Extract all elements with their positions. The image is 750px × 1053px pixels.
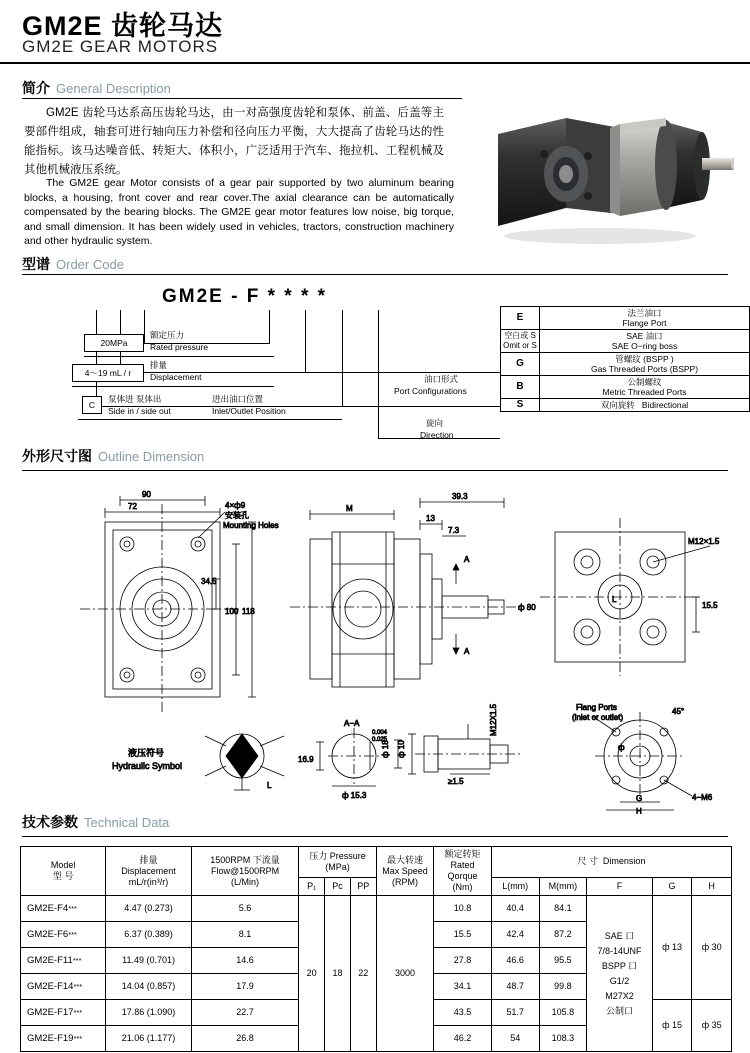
dim-16-9: 16.9 [298, 755, 314, 764]
port-code: G [501, 353, 540, 376]
dim-118: 118 [242, 607, 255, 616]
cell-L: 46.6 [491, 948, 539, 974]
cell-torque: 27.8 [434, 948, 492, 974]
table-row [501, 330, 750, 353]
port-desc-en: SAE O−ring boss [611, 341, 678, 351]
section-heading-outline [22, 446, 204, 466]
th-displacement-unit: mL/r(in³/r) [128, 876, 169, 887]
F-line-2: 7/8-14UNF [597, 945, 642, 956]
cell-flow: 14.6 [191, 948, 298, 974]
page-title-en: GM2E GEAR MOTORS [22, 37, 219, 56]
leader-line [305, 310, 306, 372]
order-underline [78, 419, 342, 420]
model-suffix: *** [72, 956, 82, 965]
cell-L: 42.4 [491, 922, 539, 948]
th-pp: PP [350, 877, 376, 895]
description-cn-body: GM2E 齿轮马达系高压齿轮马达，由一对高强度齿轮和泵体、前盖、后盖等主要部件组成，轴套可进行轴向压力补偿和径向压力平衡，大大提高了齿轮马达的性能指标。该马达噪音低、转矩大、体积小，广泛适用于汽车、拖拉机、工程机械及其他机械液压系统。 [24, 107, 444, 176]
description-text-cn [24, 104, 444, 180]
hydraulic-symbol-cn: 液压符号 [128, 748, 165, 758]
order-label-port-config-cn: 油口形式 [424, 374, 459, 384]
F-line-5: M27X2 [605, 990, 634, 1001]
cell-model [21, 1026, 106, 1052]
model-name: GM2E-F11 [27, 955, 73, 966]
port-desc [540, 307, 750, 330]
dim-34-5: 34.5 [201, 577, 217, 586]
port-desc [540, 330, 750, 353]
dim-min-1-5: ≥1.5 [448, 777, 464, 786]
dim-4xf9: 4×ф9 [225, 501, 246, 510]
direction-code: S [501, 399, 540, 412]
table-row [501, 399, 750, 412]
order-label-inletoutlet-en: Inlet/Outlet Position [212, 406, 286, 416]
model-suffix: *** [73, 1008, 83, 1017]
cell-M: 95.5 [539, 948, 587, 974]
direction-desc [540, 399, 750, 412]
th-flow-cn: 1500RPM 下流量 [210, 854, 280, 865]
dim-72: 72 [128, 502, 137, 511]
section-heading-description [22, 78, 171, 98]
hydraulic-symbol-en: Hydraulic Symbol [112, 761, 183, 771]
dim-45deg: 45° [672, 707, 685, 716]
dim-13: 13 [426, 514, 435, 523]
section-heading-technical [22, 812, 169, 832]
th-flow-unit: (L/Min) [231, 876, 260, 887]
hydraulic-symbol-L: L [267, 781, 272, 790]
cell-model [21, 974, 106, 1000]
table-header-row [21, 847, 732, 878]
th-dim-L: L(mm) [491, 877, 539, 895]
leader-line [378, 310, 379, 438]
dim-90: 90 [142, 490, 151, 499]
cell-F [587, 896, 652, 1052]
leader-line [120, 372, 306, 373]
dim-tol-lower: 0.025 [372, 737, 388, 743]
cell-G-bottom: ф 15 [652, 1000, 692, 1052]
th-model-cn: 型 号 [52, 871, 74, 881]
description-text-en [24, 176, 454, 249]
cell-M: 108.3 [539, 1026, 587, 1052]
th-dimension-en: Dimension [602, 856, 646, 867]
dim-tol-upper: 0.004 [372, 730, 388, 736]
cell-flow: 8.1 [191, 922, 298, 948]
cell-model [21, 1000, 106, 1026]
cell-torque: 15.5 [434, 922, 492, 948]
order-label-inletoutlet-cn: 进出油口位置 [212, 394, 264, 404]
order-label-displacement-en: Displacement [150, 372, 202, 382]
th-pc: Pc [325, 877, 351, 895]
dim-A-top: A [464, 555, 470, 564]
th-dim-G: G [652, 877, 692, 895]
th-torque-en: Rated Qorque [447, 860, 478, 881]
page-title-cn: GM2E 齿轮马达 [22, 11, 224, 41]
F-line-4: G1/2 [609, 975, 630, 986]
cell-displacement: 17.86 (1.090) [106, 1000, 192, 1026]
cell-displacement: 11.49 (0.701) [106, 948, 192, 974]
order-box-rated-pressure: 20MPa [84, 334, 144, 352]
th-flow [191, 847, 298, 896]
order-label-direction-en: Direction [420, 430, 454, 440]
th-p1: P₁ [299, 877, 325, 895]
model-name: GM2E-F4 [27, 903, 69, 914]
cell-model [21, 948, 106, 974]
cell-L: 51.7 [491, 1000, 539, 1026]
cell-displacement: 4.47 (0.273) [106, 896, 192, 922]
port-desc-cn: SAE 油口 [626, 331, 663, 341]
cell-pc: 18 [325, 896, 351, 1052]
dim-A-bottom: A [464, 647, 470, 656]
dim-phi: ф [618, 743, 625, 752]
model-suffix: *** [73, 982, 83, 991]
cell-M: 87.2 [539, 922, 587, 948]
cell-model [21, 896, 106, 922]
dim-L-right: L [612, 595, 617, 604]
th-torque-unit: (Nm) [452, 882, 473, 892]
th-speed-unit: (RPM) [391, 876, 418, 887]
th-speed-en: Max Speed [382, 865, 428, 876]
port-code-cn: 空白或 S [504, 331, 536, 340]
order-label-rated-pressure-cn: 额定压力 [150, 330, 185, 340]
technical-data-table [20, 846, 732, 1052]
order-label-inletoutlet-en2: Side in / side out [108, 406, 171, 416]
port-code [501, 330, 540, 353]
dim-M: M [346, 504, 353, 513]
dim-f10: ф 10 [397, 740, 406, 758]
model-suffix: *** [68, 904, 77, 913]
th-dimension [491, 847, 731, 878]
section-title-en: Outline Dimension [98, 449, 205, 464]
order-label-port-config-en: Port Configurations [394, 386, 467, 396]
port-desc-cn: 管螺纹 (BSPP ) [615, 354, 674, 364]
th-dim-M: M(mm) [539, 877, 587, 895]
section-rule-order-code [22, 274, 728, 275]
cell-torque: 34.1 [434, 974, 492, 1000]
order-underline [72, 386, 274, 387]
section-title-en: General Description [56, 81, 171, 96]
cell-M: 84.1 [539, 896, 587, 922]
cell-L: 40.4 [491, 896, 539, 922]
order-label-direction-cn: 旋向 [426, 418, 444, 428]
direction-desc-cn: 双向旋转 [600, 400, 635, 410]
cell-G-top: ф 13 [652, 896, 692, 1000]
th-model [21, 847, 106, 896]
section-rule-technical [22, 836, 728, 837]
leader-line [269, 310, 270, 343]
order-underline [84, 356, 274, 357]
th-speed-cn: 最大转速 [386, 854, 423, 865]
description-en-body: The GM2E gear Motor consists of a gear pair supported by two aluminum bearing blocks, a housing, front cover and rear cover.The axial clearance can be automatically compensated by the bearing blocks. The GM2E gear motor features low noise, big torque, and small dimension. It has been widely used in vehicles, tractors, construction machinery and other hydraulic system. [24, 177, 454, 247]
section-heading-order-code [22, 254, 124, 274]
dim-mounting-cn: 安装孔 [225, 511, 249, 520]
model-name: GM2E-F14 [27, 981, 74, 992]
port-desc-en: Gas Threaded Ports (BSPP) [590, 364, 699, 374]
section-title-cn: 外形尺寸图 [22, 448, 92, 464]
order-box-inlet-outlet-code: C [82, 396, 102, 414]
th-speed [376, 847, 434, 896]
dim-7-3: 7.3 [448, 526, 460, 535]
dim-39-3: 39.3 [452, 492, 468, 501]
port-desc [540, 376, 750, 399]
port-desc-cn: 公制螺纹 [627, 377, 662, 387]
outline-dimension-drawing [20, 484, 732, 814]
flange-ports-sub: (inlet or outlet) [572, 713, 624, 722]
table-row [21, 896, 732, 922]
cell-pp: 22 [350, 896, 376, 1052]
dim-15-5: 15.5 [702, 601, 718, 610]
cell-M: 105.8 [539, 1000, 587, 1026]
model-suffix: *** [73, 1034, 83, 1043]
port-desc-en: Metric Threaded Ports [602, 387, 687, 397]
cell-H-top: ф 30 [692, 896, 732, 1000]
th-dim-H: H [692, 877, 732, 895]
order-code-string: GM2E - F * * * * [162, 286, 328, 307]
th-dimension-cn: 尺 寸 [577, 856, 598, 867]
cell-speed: 3000 [376, 896, 434, 1052]
dim-4-M6: 4−M6 [692, 793, 713, 802]
th-pressure-cn: 压力 [309, 850, 328, 861]
leader-line [342, 310, 343, 406]
model-name: GM2E-F17 [27, 1007, 74, 1018]
cell-torque: 10.8 [434, 896, 492, 922]
flange-ports-label: Flang Ports [576, 703, 617, 712]
section-title-cn: 简介 [22, 80, 50, 96]
cell-flow: 22.7 [191, 1000, 298, 1026]
port-desc [540, 353, 750, 376]
section-title-en: Technical Data [84, 815, 170, 830]
order-box-displacement: 4～19 mL / r [72, 364, 144, 382]
dim-100: 100 [225, 607, 239, 616]
cell-flow: 5.6 [191, 896, 298, 922]
cell-displacement: 6.37 (0.389) [106, 922, 192, 948]
product-photo [470, 96, 734, 256]
section-title-cn: 型谱 [22, 256, 50, 272]
order-label-displacement-cn: 排量 [150, 360, 168, 370]
th-pressure-en: Pressure (MPa) [325, 850, 366, 872]
cell-displacement: 14.04 (0.857) [106, 974, 192, 1000]
leader-line [144, 310, 145, 343]
table-row [501, 307, 750, 330]
th-displacement-en: Displacement [121, 865, 176, 876]
section-title-en: Order Code [56, 257, 124, 272]
cell-flow: 26.8 [191, 1026, 298, 1052]
dim-H: H [636, 807, 642, 814]
section-rule-outline [22, 470, 728, 471]
section-title-cn: 技术参数 [22, 814, 78, 830]
port-desc-en: Flange Port [622, 318, 667, 328]
th-flow-en: Flow@1500RPM [210, 865, 280, 876]
header-divider [0, 62, 750, 64]
F-line-6: 公制口 [606, 1005, 634, 1016]
model-name: GM2E-F6 [27, 929, 69, 940]
dim-M12X1-5-shaft: M12X1.5 [489, 703, 498, 736]
th-displacement-cn: 排量 [139, 854, 158, 865]
dim-f80: ф 80 [518, 603, 536, 612]
cell-torque: 43.5 [434, 1000, 492, 1026]
cell-M: 99.8 [539, 974, 587, 1000]
F-line-1: SAE 口 [604, 930, 635, 941]
th-torque [434, 847, 492, 896]
leader-line [342, 406, 500, 407]
port-desc-cn: 法兰油口 [627, 308, 662, 318]
th-displacement [106, 847, 192, 896]
th-pressure [299, 847, 376, 878]
cell-p1: 20 [299, 896, 325, 1052]
dim-A-A: A−A [344, 719, 360, 728]
cell-torque: 46.2 [434, 1026, 492, 1052]
th-dim-F: F [587, 877, 652, 895]
leader-line [96, 310, 97, 406]
cell-H-bottom: ф 35 [692, 1000, 732, 1052]
order-label-inletoutlet-cn2: 泵体进 泵体出 [108, 394, 162, 404]
model-suffix: *** [68, 930, 77, 939]
dim-M12x1-5: M12×1.5 [688, 537, 720, 546]
section-rule-description [22, 98, 462, 99]
th-torque-cn: 额定转矩 [444, 849, 481, 859]
cell-L: 48.7 [491, 974, 539, 1000]
port-code-en: Omit or S [503, 341, 537, 350]
th-model-en: Model [50, 860, 76, 870]
cell-model [21, 922, 106, 948]
table-row [501, 353, 750, 376]
dim-f15-3: ф 15.3 [342, 791, 367, 800]
model-name: GM2E-F19 [27, 1033, 74, 1044]
port-code: B [501, 376, 540, 399]
order-code-option-table [500, 306, 750, 412]
F-line-3: BSPP 口 [601, 960, 638, 971]
dim-G: G [636, 794, 643, 803]
table-row [501, 376, 750, 399]
dim-f18: ф 18 [381, 740, 390, 758]
dim-mounting-en: Mounting Holes [223, 521, 279, 530]
cell-L: 54 [491, 1026, 539, 1052]
port-code: E [501, 307, 540, 330]
direction-desc-en: Bidirectional [641, 400, 689, 410]
leader-line [305, 372, 500, 373]
order-code-diagram [22, 278, 728, 438]
cell-flow: 17.9 [191, 974, 298, 1000]
cell-displacement: 21.06 (1.177) [106, 1026, 192, 1052]
order-label-rated-pressure-en: Rated pressure [150, 342, 209, 352]
